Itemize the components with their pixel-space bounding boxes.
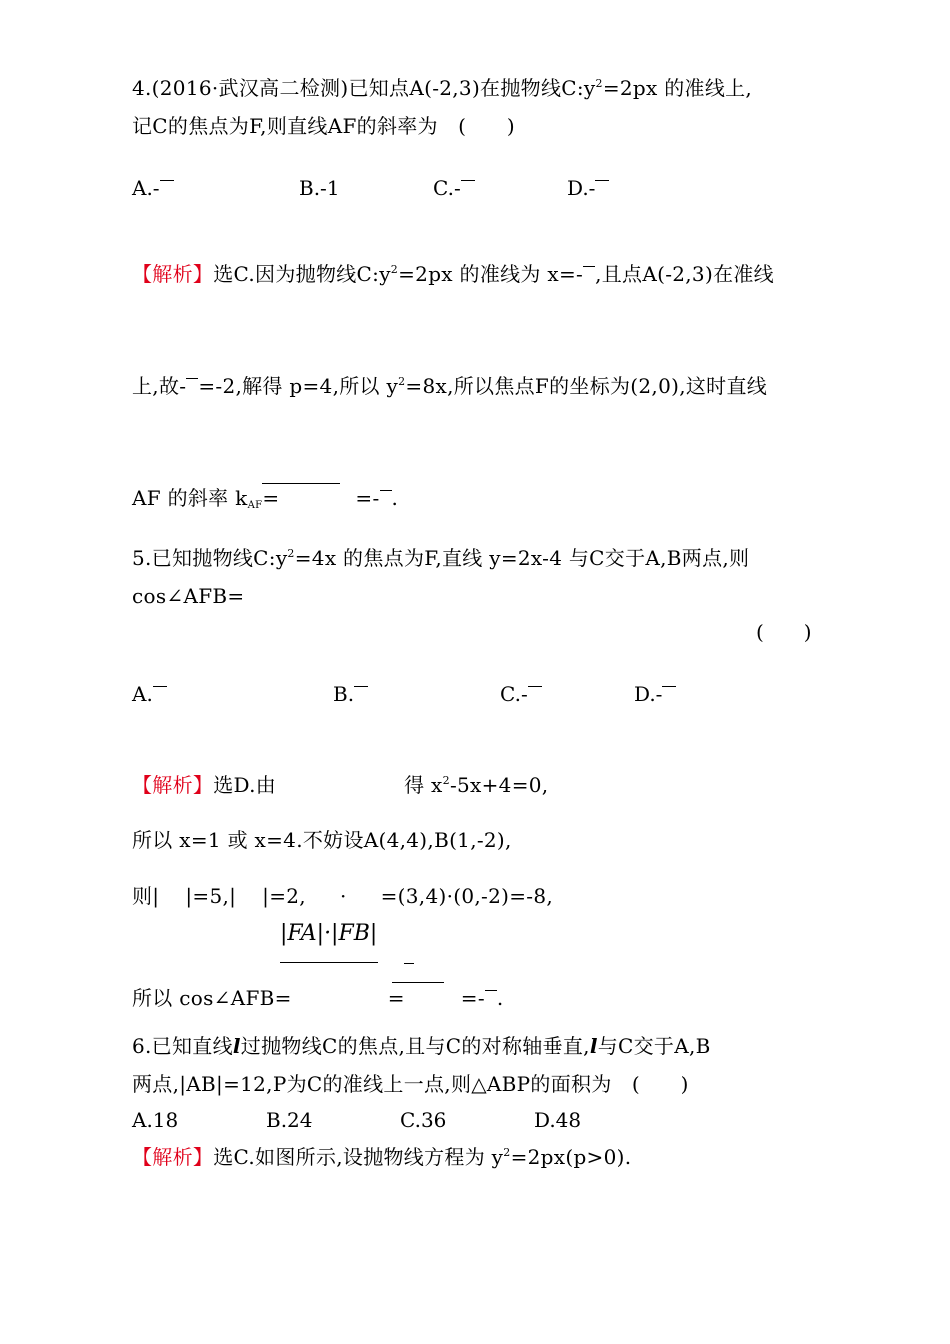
line-l-symbol: l: [232, 1034, 241, 1058]
sol6-line1: 【解析】选C.如图所示,设抛物线方程为 $y^2=2px(p>0)$.: [132, 1145, 632, 1169]
analysis-tag: 【解析】: [132, 262, 214, 286]
fraction-bar: [160, 180, 174, 181]
analysis-tag: 【解析】: [132, 1145, 214, 1169]
fraction-bar: [528, 686, 542, 687]
numerator-bar: [404, 963, 414, 964]
q4-option-d: D.-: [567, 176, 609, 200]
q4-option-b: B.-1: [299, 176, 340, 200]
q6-line2: 两点,|AB|=12,P为C的准线上一点,则△ABP的面积为 ( ): [132, 1072, 689, 1096]
q4-option-c: C.-: [433, 176, 475, 200]
fraction-bar: [662, 686, 676, 687]
q5-option-a: A.: [132, 682, 167, 706]
q4-option-a: A.-: [132, 176, 174, 200]
sol5-line2: 所以 x=1 或 x=4.不妨设A(4,4),B(1,-2),: [132, 828, 512, 852]
fraction-bar: [485, 990, 497, 991]
q6-option-b: B.24: [266, 1108, 313, 1132]
sol5-line3: 则| |=5,| |=2, · =(3,4)·(0,-2)=-8,: [132, 884, 554, 908]
fraction-bar: [153, 686, 167, 687]
q6-option-a: A.18: [132, 1108, 179, 1132]
q5-option-b: B.: [333, 682, 368, 706]
q6-option-c: C.36: [400, 1108, 447, 1132]
line-l-symbol: l: [589, 1034, 598, 1058]
q4-line1: 4.(2016·武汉高二检测)已知点A(-2,3)在抛物线$C:y^2=2px$ 的准线上,: [132, 76, 753, 100]
fraction-bar: [380, 490, 392, 491]
sol5-line1: 【解析】选D.由 得 $x^2-5x+4=0$,: [132, 773, 549, 797]
q5-option-c: C.-: [500, 682, 542, 706]
q5-option-d: D.-: [634, 682, 676, 706]
fraction-denominator: |FA|·|FB|: [280, 921, 378, 946]
slope-fraction-line: [262, 483, 340, 484]
q6-line1: 6.已知直线l过抛物线C的焦点,且与C的对称轴垂直,l与C交于A,B: [132, 1034, 711, 1058]
fraction-bar: [583, 266, 595, 267]
q6-option-d: D.48: [534, 1108, 582, 1132]
q5-line1: 5.已知抛物线$C:y^2=4x$ 的焦点为F,直线 y=2x-4 与C交于A,B两点,则: [132, 546, 750, 570]
sol5-line4: 所以 cos∠AFB= = =- .: [132, 986, 504, 1010]
fraction-bar: [186, 378, 198, 379]
analysis-tag: 【解析】: [132, 773, 214, 797]
cos-fraction-line-2: [392, 982, 444, 983]
sol4-line1: 【解析】选C.因为抛物线$C:y^2=2px$ 的准线为 x=- ,且点A(-2,3)在准线: [132, 262, 774, 286]
cos-fraction-line-1: [280, 962, 378, 963]
q4-line2: 记C的焦点为F,则直线AF的斜率为 ( ): [132, 114, 515, 138]
q5-answer-paren: ( ): [756, 620, 812, 644]
q5-line2: cos∠AFB=: [132, 584, 245, 608]
fraction-bar: [595, 180, 609, 181]
sol4-line2: 上,故- =-2,解得 p=4,所以 $y^2=8x$,所以焦点F的坐标为(2,0),这时直线: [132, 374, 768, 398]
sol4-line3: AF 的斜率 $k_{AF}=$ =- .: [132, 486, 399, 511]
fraction-bar: [461, 180, 475, 181]
fraction-bar: [354, 686, 368, 687]
